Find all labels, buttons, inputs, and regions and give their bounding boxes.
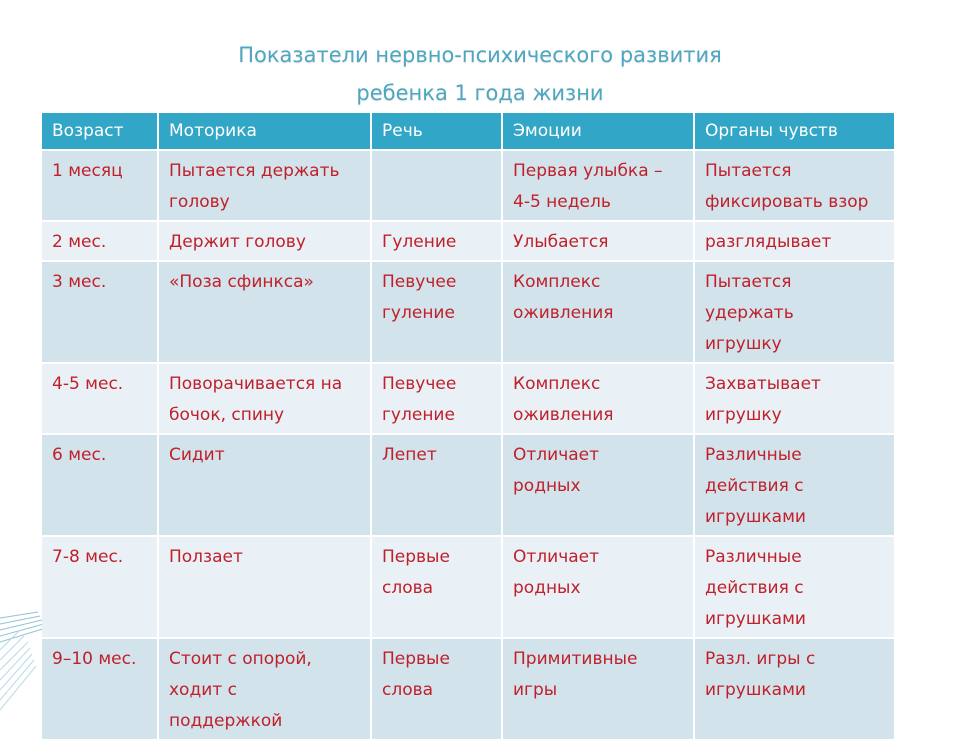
table-row <box>42 262 894 362</box>
cell-age: 4-5 мес. <box>42 364 157 433</box>
header-motor: Моторика <box>159 113 370 149</box>
table-row <box>42 364 894 433</box>
cell-senses: Захватывает игрушку <box>695 364 894 433</box>
cell-senses: Пытается удержать игрушку <box>695 262 894 362</box>
development-table <box>40 111 896 741</box>
cell-age: 2 мес. <box>42 222 157 260</box>
table-row <box>42 151 894 220</box>
cell-motor: Стоит с опорой, ходит с поддержкой <box>159 639 370 739</box>
cell-motor: Поворачивается на бочок, спину <box>159 364 370 433</box>
cell-emotions: Отличает родных <box>503 537 693 637</box>
table-row <box>42 435 894 535</box>
cell-senses: Различные действия с игрушками <box>695 537 894 637</box>
title-line-1: Показатели нервно-психического развития <box>238 43 722 67</box>
cell-emotions: Примитивные игры <box>503 639 693 739</box>
cell-speech <box>372 151 501 220</box>
cell-motor: Ползает <box>159 537 370 637</box>
cell-senses: разглядывает <box>695 222 894 260</box>
cell-motor: Пытается держать голову <box>159 151 370 220</box>
cell-age: 6 мес. <box>42 435 157 535</box>
header-emotions: Эмоции <box>503 113 693 149</box>
cell-speech: Певучее гуление <box>372 262 501 362</box>
cell-speech: Гуление <box>372 222 501 260</box>
cell-motor: Держит голову <box>159 222 370 260</box>
cell-age: 9–10 мес. <box>42 639 157 739</box>
cell-speech: Лепет <box>372 435 501 535</box>
cell-motor: Сидит <box>159 435 370 535</box>
cell-senses: Разл. игры с игрушками <box>695 639 894 739</box>
cell-age: 3 мес. <box>42 262 157 362</box>
table-row <box>42 639 894 739</box>
cell-emotions: Отличает родных <box>503 435 693 535</box>
cell-age: 7-8 мес. <box>42 537 157 637</box>
table-row <box>42 537 894 637</box>
table-row <box>42 222 894 260</box>
header-speech: Речь <box>372 113 501 149</box>
cell-speech: Первые слова <box>372 639 501 739</box>
cell-emotions: Улыбается <box>503 222 693 260</box>
cell-speech: Певучее гуление <box>372 364 501 433</box>
cell-senses: Различные действия с игрушками <box>695 435 894 535</box>
page-title <box>0 36 960 112</box>
table-header-row <box>42 113 894 149</box>
cell-age: 1 месяц <box>42 151 157 220</box>
header-age: Возраст <box>42 113 157 149</box>
header-senses: Органы чувств <box>695 113 894 149</box>
cell-emotions: Комплекс оживления <box>503 364 693 433</box>
cell-speech: Первые слова <box>372 537 501 637</box>
cell-motor: «Поза сфинкса» <box>159 262 370 362</box>
title-line-2: ребенка 1 года жизни <box>356 81 604 105</box>
cell-senses: Пытается фиксировать взор <box>695 151 894 220</box>
cell-emotions: Первая улыбка – 4-5 недель <box>503 151 693 220</box>
cell-emotions: Комплекс оживления <box>503 262 693 362</box>
